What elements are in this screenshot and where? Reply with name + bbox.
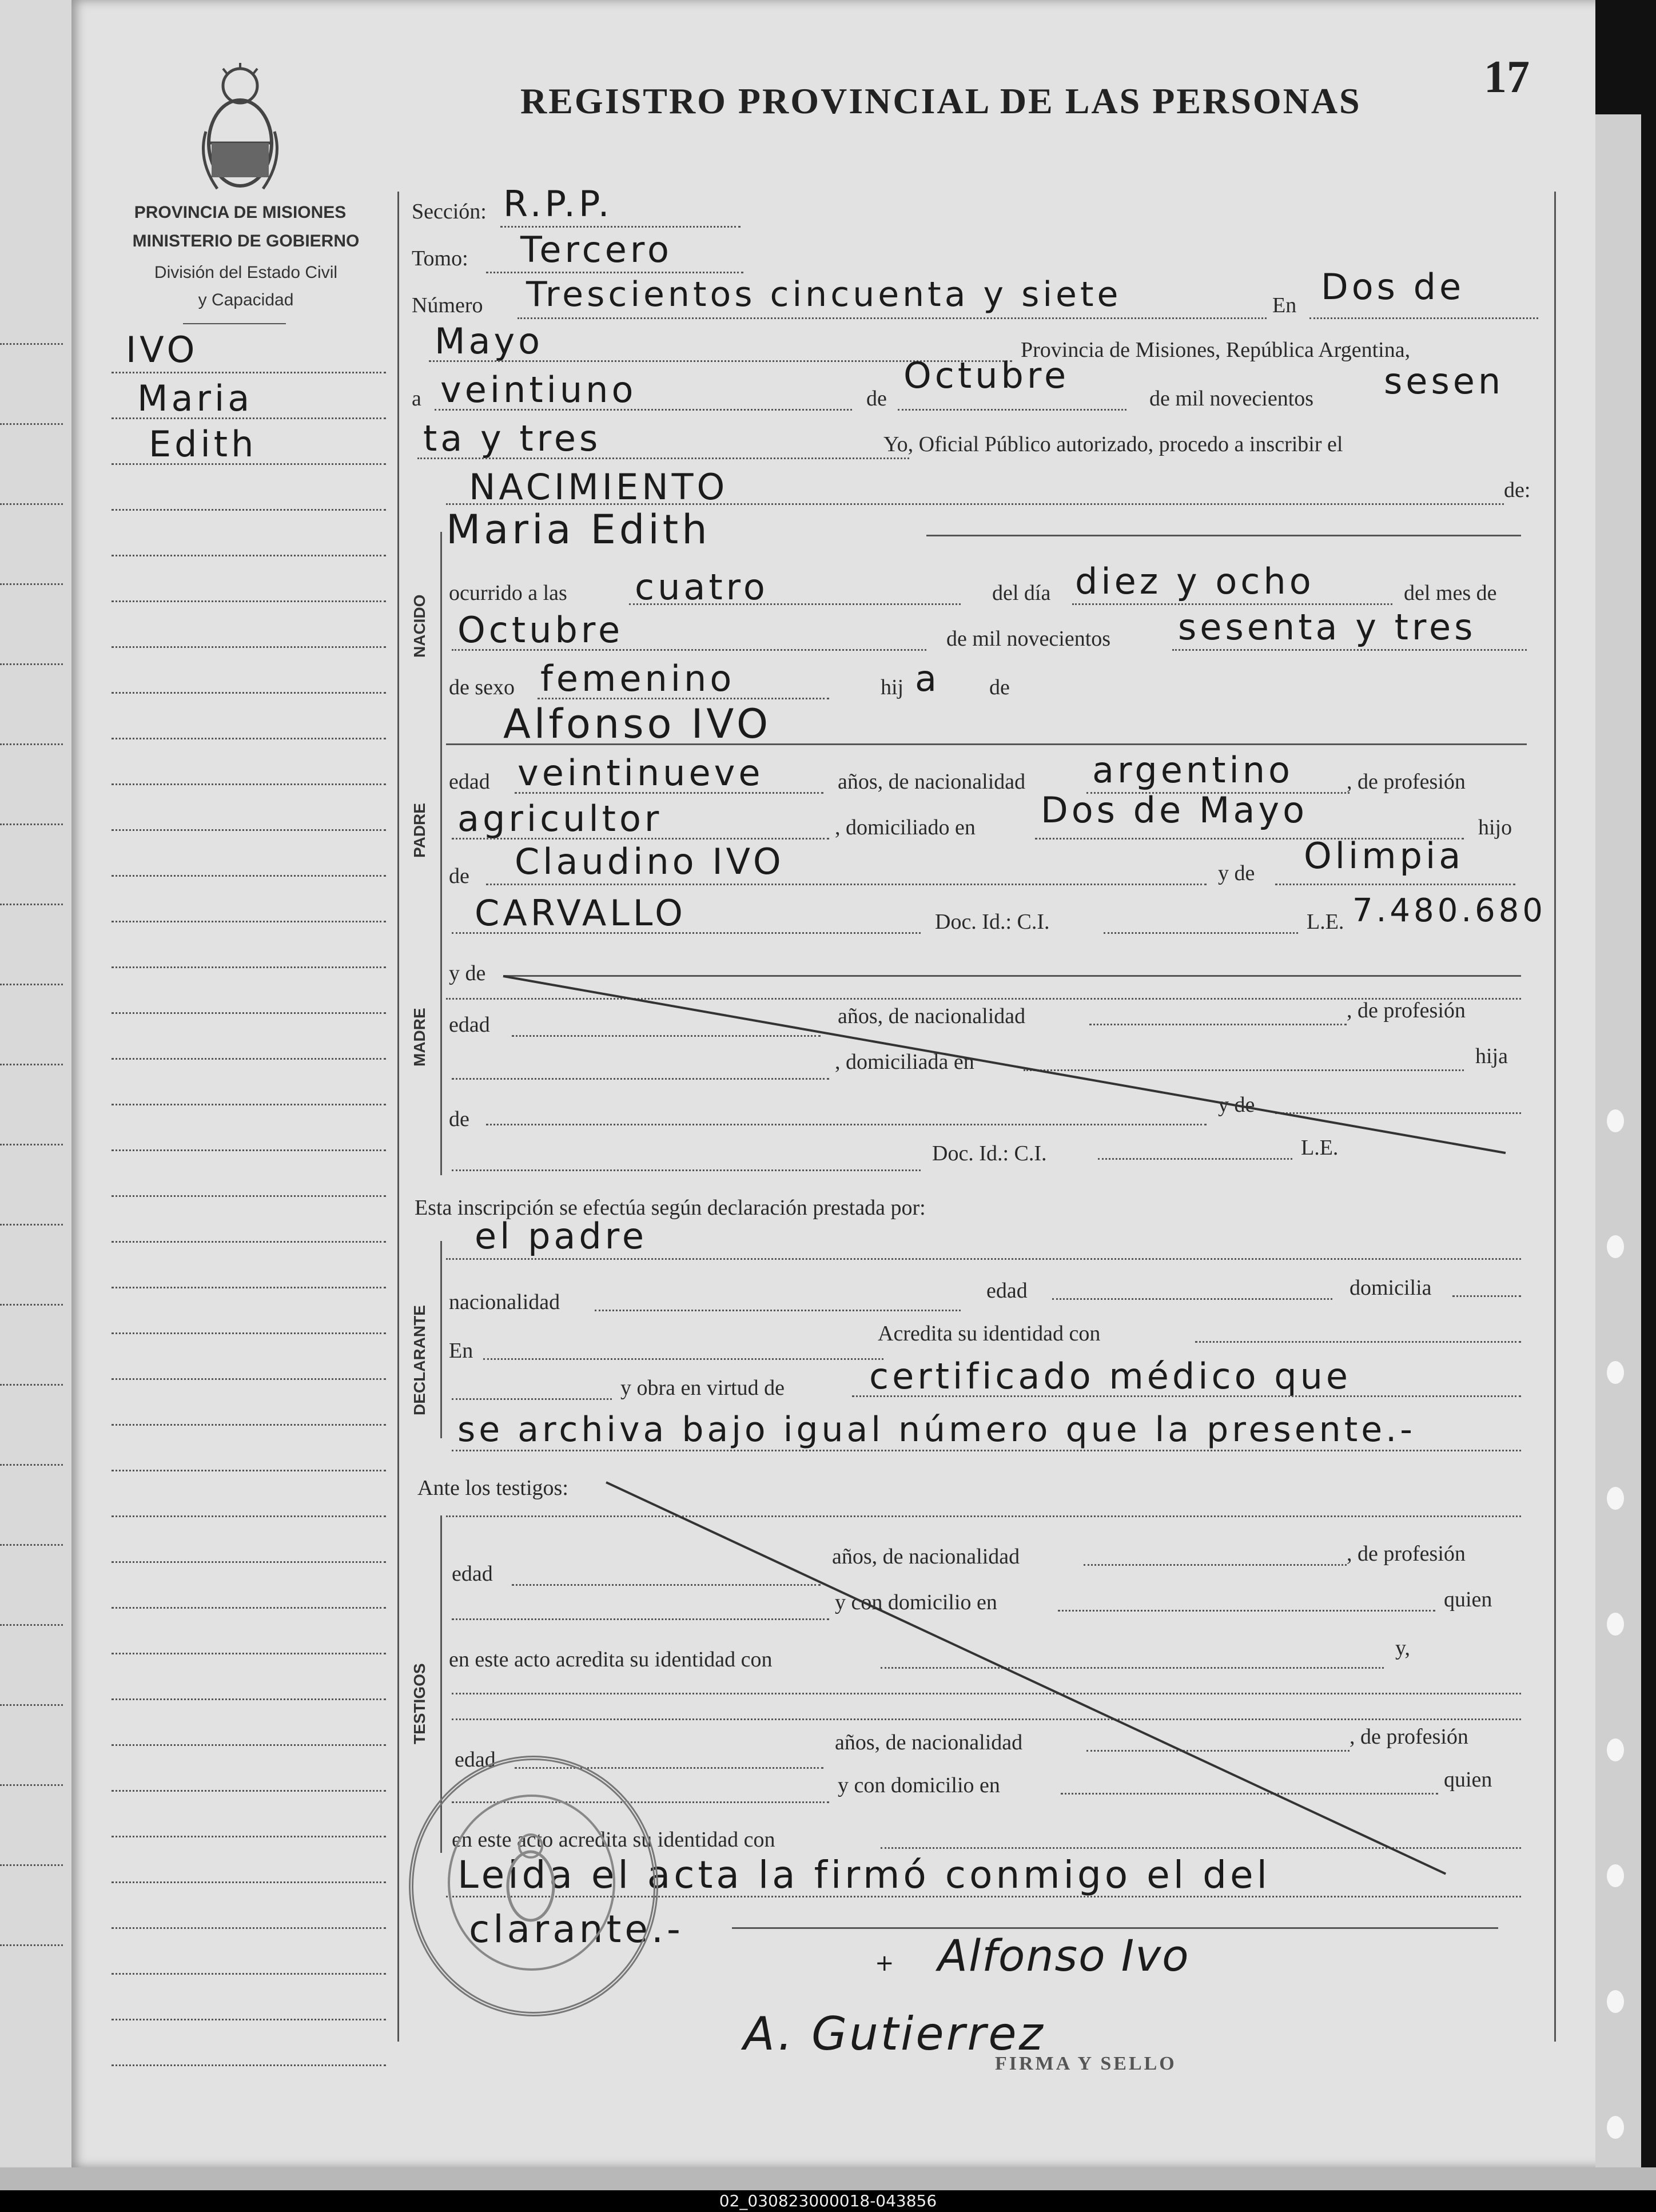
label-domicilio-testigo-1: y con domicilio en [835,1590,997,1614]
label-quien-1: quien [1444,1588,1492,1612]
label-nacionalidad-testigo-1: años, de nacionalidad [832,1545,1020,1569]
org-line-1: PROVINCIA DE MISIONES [134,203,347,222]
label-declarante: DECLARANTE [411,1305,428,1415]
value-obra-2: se archiva bajo igual número que la presente.- [457,1410,1416,1450]
label-de-mil-novecientos: de mil novecientos [946,627,1111,651]
label-padre: PADRE [411,803,428,858]
label-le-madre: L.E. [1301,1136,1339,1160]
margin-surname: IVO [126,329,198,371]
document-title: REGISTRO PROVINCIAL DE LAS PERSONAS [520,81,1362,121]
right-page-strip [1595,114,1641,2173]
org-line-3: División del Estado Civil [154,263,338,282]
coat-of-arms-icon [194,63,286,200]
label-domicilio-testigo-2: y con domicilio en [838,1773,1000,1797]
value-padre-edad: veintinueve [518,752,764,794]
stamp-firma-text: FIRMA Y SELLO [995,2053,1177,2074]
label-edad-testigo-1: edad [452,1562,493,1586]
value-abuela-1: Olimpia [1304,835,1464,877]
value-dia-nac: diez y ocho [1075,560,1315,602]
section-divider-upper [440,532,442,1175]
value-padre-nacionalidad: argentino [1092,749,1293,791]
label-edad-padre: edad [449,770,490,794]
label-profesion-madre: , de profesión [1347,998,1466,1023]
value-obra-1: certificado médico que [869,1355,1352,1397]
value-padre-domicilio: Dos de Mayo [1041,789,1308,831]
value-sexo: femenino [540,658,735,699]
label-ante-testigos: Ante los testigos: [417,1476,568,1500]
signature-oficial: A. Gutierrez [743,2007,1045,2060]
value-numero: Trescientos cincuenta y siete [526,274,1122,315]
label-y-de-abuela: y de [1218,861,1255,885]
section-divider-declarante [440,1241,442,1438]
label-mil-novecientos: de mil novecientos [1149,387,1314,411]
frame-right-line [1554,192,1556,2042]
value-cierre-1: Leida el acta la firmó conmigo el del [457,1853,1271,1897]
margin-given-2: Edith [149,423,257,465]
label-de-padre: de [989,675,1010,699]
value-padre-nombre: Alfonso IVO [503,701,772,747]
label-domicilia: domicilia [1350,1276,1432,1300]
value-acto: NACIMIENTO [469,466,729,508]
label-edad-madre: edad [449,1013,490,1037]
label-nacido: NACIDO [411,594,428,658]
label-profesion-padre: , de profesión [1347,770,1466,794]
label-tomo: Tomo: [412,246,468,270]
label-yo-oficial: Yo, Oficial Público autorizado, procedo a inscribir el [883,432,1343,456]
value-nombre: Maria Edith [446,506,711,553]
label-a: a [412,387,421,411]
label-testigos: TESTIGOS [411,1663,428,1744]
label-hija: hija [1475,1044,1508,1068]
label-acredita-acto-1: en este acto acredita su identidad con [449,1648,773,1672]
label-en: En [1272,293,1297,317]
label-doc-id-padre: Doc. Id.: C.I. [935,910,1050,934]
label-de-colon: de: [1504,478,1531,502]
label-del-dia: del día [992,581,1051,605]
value-anio-2: ta y tres [423,417,602,459]
document-page [71,0,1604,2167]
label-sexo: de sexo [449,675,515,699]
label-edad-testigo-2: edad [455,1748,496,1772]
value-padre-le: 7.480.680 [1352,892,1547,929]
label-provincia: Provincia de Misiones, República Argentina, [1021,338,1411,362]
label-hij: hij [881,675,904,699]
label-de-mes: de [866,387,887,411]
label-domiciliada-madre: , domiciliada en [835,1050,974,1074]
label-quien-2: quien [1444,1768,1492,1792]
label-nacionalidad-padre: años, de nacionalidad [838,770,1026,794]
label-en-declarante: En [449,1339,473,1363]
value-declarante: el padre [475,1215,648,1257]
value-hij-suffix: a [915,658,940,699]
label-y-de-madre: y de [449,961,486,985]
label-seccion: Sección: [412,200,487,224]
label-y-de-madre-2: y de [1218,1093,1255,1117]
label-acredita-acto-2: en este acto acredita su identidad con [452,1828,775,1852]
value-anio-nac: sesenta y tres [1178,606,1476,648]
value-padre-profesion: agricultor [457,798,663,840]
official-seal-icon [409,1756,658,2016]
value-cierre-2: clarante.- [469,1907,684,1951]
signature-cross: + [875,1950,898,1976]
label-obra-en-virtud: y obra en virtud de [620,1376,785,1400]
value-hora: cuatro [635,566,769,608]
value-abuelo: Claudino IVO [515,841,785,882]
label-numero: Número [412,293,483,317]
value-tomo: Tercero [520,229,672,270]
label-hijo: hijo [1478,815,1512,840]
org-line-4: y Capacidad [198,291,294,309]
frame-left-line [397,192,399,2042]
label-nacionalidad-testigo-2: años, de nacionalidad [835,1730,1023,1755]
value-mes-nac: Octubre [457,609,624,651]
value-abuela-2: CARVALLO [475,892,686,934]
value-lugar-2: Mayo [435,320,544,362]
margin-given-1: Maria [137,377,253,419]
label-de-madre-padres: de [449,1107,469,1131]
file-id-bar: 02_030823000018-043856 [0,2190,1656,2212]
label-y-comma: y, [1395,1636,1411,1660]
value-anio-1: sesen [1384,360,1504,402]
label-madre: MADRE [411,1008,428,1067]
label-profesion-testigo-1: , de profesión [1347,1542,1466,1566]
label-nacionalidad-declarante: nacionalidad [449,1290,560,1314]
label-nacionalidad-madre: años, de nacionalidad [838,1004,1026,1028]
label-le-padre: L.E. [1307,910,1344,934]
signature-declarante: Alfonso Ivo [938,1930,1190,1981]
value-mes: Octubre [903,355,1070,396]
label-domiciliado-padre: , domiciliado en [835,815,976,840]
label-esta-inscripcion: Esta inscripción se efectúa según declaración prestada por: [415,1196,926,1220]
label-ocurrido: ocurrido a las [449,581,567,605]
label-de-abuelo: de [449,864,469,888]
value-lugar-1: Dos de [1321,266,1465,308]
page-number: 17 [1484,52,1530,102]
label-del-mes: del mes de [1404,581,1497,605]
label-profesion-testigo-2: , de profesión [1350,1725,1468,1749]
value-dia: veintiuno [440,369,637,411]
label-edad-declarante: edad [986,1279,1028,1303]
previous-page-edge [0,0,71,2173]
label-acredita: Acredita su identidad con [878,1322,1101,1346]
label-doc-id-madre: Doc. Id.: C.I. [932,1141,1047,1165]
value-seccion: R.P.P. [503,183,613,225]
org-line-2: MINISTERIO DE GOBIERNO [132,232,360,250]
